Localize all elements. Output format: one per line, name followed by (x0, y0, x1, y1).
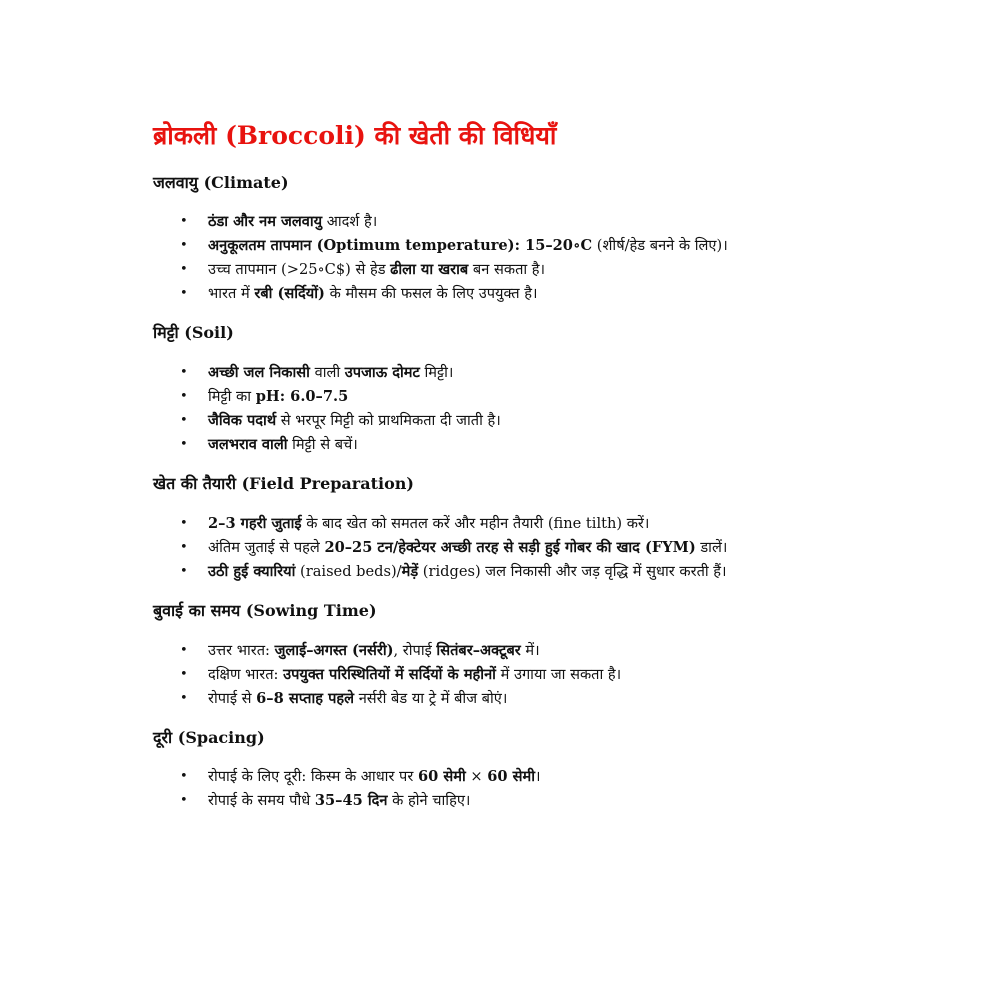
list-item (153, 789, 843, 813)
bullet-icon: • (180, 563, 188, 579)
section (153, 173, 843, 307)
bold-text-run: ढीला या खराब (390, 261, 469, 279)
text-run: रोपाई से (208, 689, 257, 707)
text-run: रोपाई के लिए दूरी: किस्म के आधार पर (208, 768, 418, 786)
bold-text-run: रबी (सर्दियों) (254, 285, 325, 303)
bullet-icon: • (180, 769, 188, 785)
section-heading: खेत की तैयारी (Field Preparation) (153, 474, 414, 494)
document-title: ब्रोकली (Broccoli) की खेती की विधियाँ (153, 121, 557, 150)
text-run: (शीर्ष/हेड बनने के लिए)। (592, 237, 728, 255)
list-item (153, 560, 843, 584)
text-run: बन सकता है। (468, 261, 546, 279)
list-item (153, 409, 843, 433)
bullet-icon: • (180, 214, 188, 230)
bullet-list (153, 210, 843, 306)
text-run: वाली (309, 364, 345, 382)
list-item (153, 765, 843, 789)
bullet-icon: • (180, 437, 188, 453)
text-run: डालें। (695, 538, 728, 556)
text-run: भारत में (208, 285, 255, 303)
text-run: मिट्टी से बचें। (287, 436, 358, 454)
text-run: नर्सरी बेड या ट्रे में बीज बोएं। (354, 689, 508, 707)
bullet-icon: • (180, 389, 188, 405)
text-run: आदर्श है। (322, 213, 378, 231)
list-item (153, 687, 843, 711)
list-item (153, 361, 843, 385)
text-run: (raised beds)/ (295, 562, 402, 580)
list-item (153, 639, 843, 663)
sections-container (153, 173, 843, 814)
bullet-list (153, 512, 843, 584)
bold-text-run: जैविक पदार्थ (208, 412, 277, 430)
list-item (153, 663, 843, 687)
bold-text-run: सितंबर–अक्टूबर (436, 641, 521, 659)
text-run: मिट्टी का (208, 388, 256, 406)
list-item (153, 385, 843, 409)
bullet-icon: • (180, 515, 188, 531)
bullet-icon: • (180, 413, 188, 429)
bold-text-run: मेड़ें (401, 562, 419, 580)
text-run: के बाद खेत को समतल करें और महीन तैयारी (fine tilth) करें। (301, 514, 650, 532)
text-run: में उगाया जा सकता है। (495, 665, 622, 683)
bullet-icon: • (180, 793, 188, 809)
bullet-icon: • (180, 262, 188, 278)
text-run: , रोपाई (393, 641, 437, 659)
section (153, 601, 843, 711)
text-run: में। (520, 641, 540, 659)
section-heading: दूरी (Spacing) (153, 727, 265, 747)
bullet-icon: • (180, 539, 188, 555)
list-item (153, 536, 843, 560)
bold-text-run: pH: 6.0–7.5 (255, 388, 349, 406)
text-run: × (465, 768, 488, 786)
bold-text-run: उठी हुई क्यारियां (208, 562, 296, 580)
text-run: से भरपूर मिट्टी को प्राथमिकता दी जाती है। (276, 412, 501, 430)
bold-text-run: 20–25 टन/हेक्टेयर अच्छी तरह से सड़ी हुई गोबर की खाद (FYM) (324, 538, 696, 556)
bold-text-run: (Optimum temperature): 15–20∘C (311, 237, 593, 255)
bold-text-run: 6–8 सप्ताह पहले (256, 689, 355, 707)
section-heading: बुवाई का समय (Sowing Time) (153, 600, 377, 620)
bold-text-run: 60 सेमी (487, 768, 536, 786)
bullet-list (153, 361, 843, 457)
bold-text-run: ठंडा और नम जलवायु (208, 213, 323, 231)
bold-text-run: उपजाऊ दोमट (344, 364, 420, 382)
text-run: । (535, 768, 541, 786)
bold-text-run: उपयुक्त परिस्थितियों में सर्दियों के महीनों (283, 665, 496, 683)
text-run: उच्च तापमान (>25∘C$) से हेड (208, 261, 391, 279)
bold-text-run: 60 सेमी (417, 768, 466, 786)
section-heading: मिट्टी (Soil) (153, 323, 234, 343)
text-run: के होने चाहिए। (387, 792, 471, 810)
text-run: अंतिम जुताई से पहले (208, 538, 325, 556)
bold-text-run: 35–45 दिन (314, 792, 388, 810)
bullet-icon: • (180, 642, 188, 658)
list-item (153, 258, 843, 282)
bold-text-run: जुलाई–अगस्त (नर्सरी) (274, 641, 394, 659)
bullet-list (153, 639, 843, 711)
bullet-icon: • (180, 286, 188, 302)
list-item (153, 512, 843, 536)
text-run: के मौसम की फसल के लिए उपयुक्त है। (324, 285, 538, 303)
text-run: उत्तर भारत: (208, 641, 275, 659)
bullet-icon: • (180, 690, 188, 706)
bold-text-run: अनुकूलतम तापमान (208, 237, 312, 255)
bold-text-run: जलभराव वाली (208, 436, 288, 454)
text-run: रोपाई के समय पौधे (208, 792, 315, 810)
bullet-icon: • (180, 238, 188, 254)
text-run: दक्षिण भारत: (208, 665, 284, 683)
list-item (153, 234, 843, 258)
section-heading: जलवायु (Climate) (153, 172, 289, 192)
bold-text-run: अच्छी जल निकासी (208, 364, 310, 382)
text-run: (ridges) जल निकासी और जड़ वृद्धि में सुधार करती हैं। (418, 562, 727, 580)
section (153, 474, 843, 584)
bold-text-run: 2–3 गहरी जुताई (208, 514, 302, 532)
bullet-icon: • (180, 365, 188, 381)
bullet-list (153, 765, 843, 813)
section (153, 323, 843, 457)
bullet-icon: • (180, 666, 188, 682)
document-body (153, 120, 843, 830)
text-run: मिट्टी। (419, 364, 454, 382)
list-item (153, 433, 843, 457)
list-item (153, 282, 843, 306)
section (153, 728, 843, 814)
list-item (153, 210, 843, 234)
